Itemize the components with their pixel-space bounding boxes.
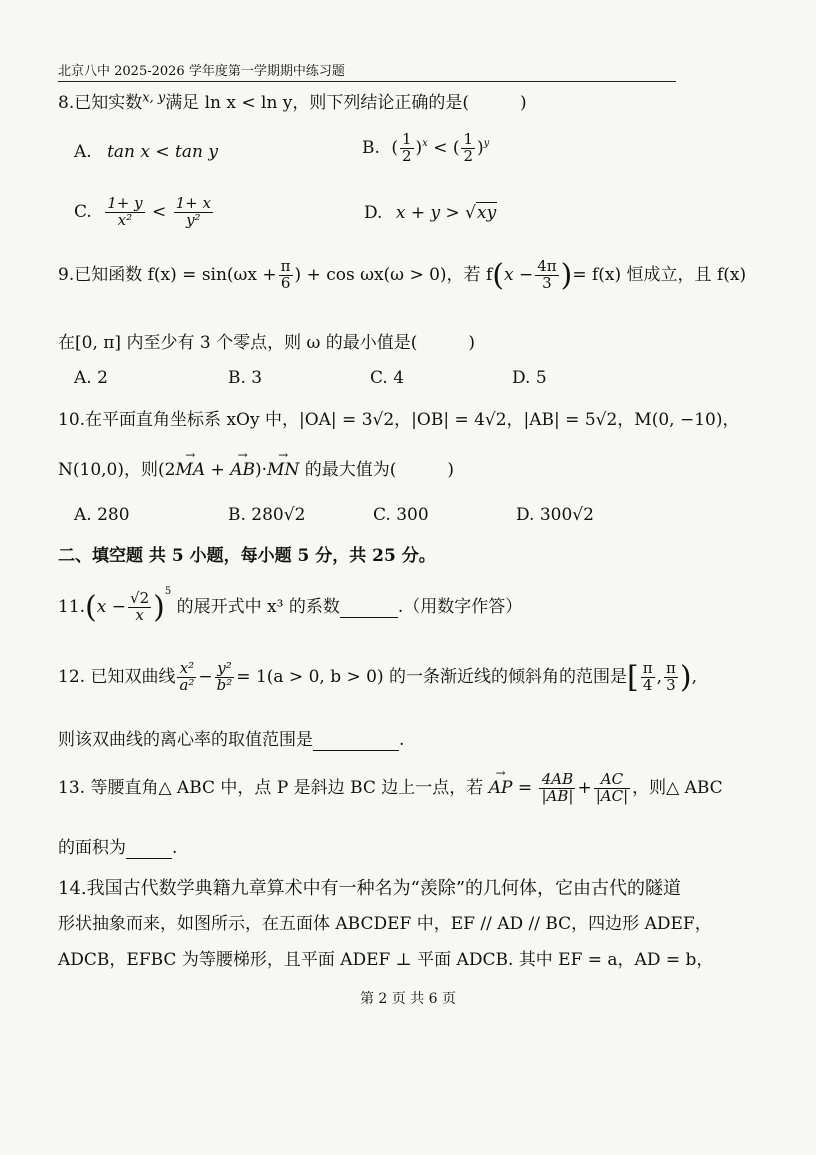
q14-line1: 14.我国古代数学典籍九章算术中有一种名为“羡除”的几何体，它由古代的隧道 xyxy=(58,878,682,899)
q8-c-frac2: $\frac{1+ x}{\text{y²}}$ xyxy=(175,194,211,229)
q9-option-c: C. 4 xyxy=(370,368,405,388)
q9-pi-over-6: $\frac{\pi}{6}$ xyxy=(280,257,291,292)
q10-vec-ma: → MA xyxy=(175,460,205,480)
q8-stem-a: 8.已知实数 xyxy=(58,93,143,113)
q12-line2: 则该双曲线的离心率的取值范围是 . xyxy=(58,730,405,750)
q10-vec-ab: → AB xyxy=(230,460,255,480)
q10-option-b: B. 280√2 xyxy=(228,505,306,525)
q8-b-frac2: $\frac{1}{2}$ xyxy=(463,130,474,165)
q12-mid: = 1(a > 0, b > 0) 的一条渐近线的倾斜角的范围是 xyxy=(236,667,627,687)
q8-vars: x, y xyxy=(142,90,166,106)
q9-line1: 9.已知函数 f(x) = sin(ωx + $\frac{\pi}{6}$ ) + cos ωx(ω > 0)，若 f(x − $\frac{4\pi}{3}$ )= f(x) 恒成立，且 f(x) xyxy=(58,257,747,293)
q10-line2-a: N(10,0)，则(2 xyxy=(58,460,176,480)
q11-frac: $\frac{√2}{x}$ xyxy=(130,589,150,624)
q11-power: 5 xyxy=(164,586,172,597)
q11-tail: .（用数字作答） xyxy=(397,597,523,617)
q8-c-label: C. xyxy=(74,201,92,222)
q11-text: 的展开式中 x³ 的系数 xyxy=(176,597,340,617)
q9-option-a: A. 2 xyxy=(74,368,108,388)
q8-b-frac1: $\frac{1}{2}$ xyxy=(401,130,412,165)
q13-text-a: 13. 等腰直角△ ABC 中，点 P 是斜边 BC 边上一点，若 xyxy=(58,777,484,798)
q13-text-b: ，则△ ABC xyxy=(632,777,723,798)
q8-option-d: D. x + y > √xy xyxy=(364,203,497,223)
q13-vec-ap: → AP xyxy=(489,778,513,798)
q10-line1: 10.在平面直角坐标系 xOy 中，|OA| = 3√2，|OB| = 4√2，|AB| = 5√2，M(0, −10)， xyxy=(58,410,740,430)
q13-line2: 的面积为 . xyxy=(58,838,178,858)
q14-line3: ADCB，EFBC 为等腰梯形，且平面 ADEF ⊥ 平面 ADCB. 其中 EF = a，AD = b， xyxy=(58,950,714,970)
q9-inner: x − xyxy=(503,265,534,285)
q10-vec-mn: → MN xyxy=(267,460,299,480)
q12-frac-x: $\frac{\text{x²}}{\text{a²}}$ xyxy=(179,659,195,694)
section-2-title: 二、填空题 共 5 小题，每小题 5 分，共 25 分。 xyxy=(58,546,436,566)
q9-line1-b: ) + cos ωx(ω > 0)，若 f xyxy=(294,265,493,285)
q8-b-exp1: x xyxy=(422,138,428,150)
q9-option-d: D. 5 xyxy=(512,368,547,388)
q8-option-c: C. $\frac{1+ y}{\text{x²}}$ < $\frac{1+ x}{\text{y²}}$ xyxy=(74,194,211,229)
q8-a-label: A. xyxy=(74,142,92,162)
q9-line2: 在[0, π] 内至少有 3 个零点，则 ω 的最小值是( ) xyxy=(58,333,476,353)
q11-number: 11. xyxy=(58,597,86,617)
q12-number: 12. 已知双曲线 xyxy=(58,667,176,687)
q11-x: x − xyxy=(96,597,127,617)
q8-c-frac1: $\frac{1+ y}{\text{x²}}$ xyxy=(107,194,143,229)
q12-line1: 12. 已知双曲线 $\frac{\text{x²}}{\text{a²}}$ − $\frac{\text{y²}}{\text{b²}}$ = 1(a > 0, b > 0) 的一条渐近线的倾斜角的范围是[ $\frac{\pi}{4}$ , $\frac{\pi}{3}$ ), xyxy=(58,659,697,695)
q10-option-d: D. 300√2 xyxy=(516,505,594,525)
q10-option-a: A. 280 xyxy=(74,505,130,525)
q8-option-a xyxy=(74,142,218,162)
q8-d-pre: x + y > xyxy=(395,203,460,223)
q12-pi-3: $\frac{\pi}{3}$ xyxy=(665,659,676,694)
q10-line2-b: 的最大值为( ) xyxy=(299,460,454,480)
q13-answer-blank xyxy=(126,838,172,859)
page-header: 北京八中 2025-2026 学年度第一学期期中练习题 xyxy=(58,60,676,82)
q12-pi-4: $\frac{\pi}{4}$ xyxy=(642,659,653,694)
q12-line2-text: 则该双曲线的离心率的取值范围是 xyxy=(58,730,313,750)
q11-answer-blank xyxy=(340,597,398,618)
q8-option-b: B. ( $\frac{1}{2}$ )$^x$ < ( $\frac{1}{2}$ )$^y$ xyxy=(362,130,490,165)
q8-stem xyxy=(58,88,527,113)
q11-line: 11.(x − $\frac{√2}{x}$ )$^5$ 的展开式中 x³ 的系数 .（用数字作答） xyxy=(58,586,523,625)
q9-line1-c: = f(x) 恒成立，且 f(x) xyxy=(572,265,747,285)
q9-4pi-over-3: $\frac{4\pi}{3}$ xyxy=(537,257,557,292)
q13-frac-ab: $\frac{4AB}{|AB|}$ xyxy=(541,770,574,805)
q12-answer-blank xyxy=(313,730,399,751)
q12-frac-y: $\frac{\text{y²}}{\text{b²}}$ xyxy=(216,659,233,694)
q8-b-exp2: y xyxy=(483,138,490,150)
q8-d-label: D. xyxy=(364,203,383,223)
q8-stem-b: 满足 ln x < ln y，则下列结论正确的是( ) xyxy=(165,93,527,113)
q9-option-b: B. 3 xyxy=(228,368,263,388)
q8-a-text: tan x < tan y xyxy=(107,142,218,162)
q10-line2: N(10,0)，则(2→ MA + → AB)·→ MN 的最大值为( ) xyxy=(58,455,454,480)
q14-line2: 形状抽象而来，如图所示，在五面体 ABCDEF 中，EF // AD // BC，四边形 ADEF， xyxy=(58,914,712,934)
q8-b-label: B. xyxy=(362,137,380,158)
page-footer: 第 2 页 共 6 页 xyxy=(359,991,457,1007)
q8-d-rad: xy xyxy=(477,203,497,223)
q13-line1: 13. 等腰直角△ ABC 中，点 P 是斜边 BC 边上一点，若 → AP = $\frac{4AB}{|AB|}$ + $\frac{AC}{|AC|}$ ，则△ ABC xyxy=(58,772,723,805)
q10-option-c: C. 300 xyxy=(373,505,429,525)
q9-line1-a: 9.已知函数 f(x) = sin(ωx + xyxy=(58,265,277,285)
q13-line2-text: 的面积为 xyxy=(58,838,126,858)
q13-frac-ac: $\frac{AC}{|AC|}$ xyxy=(595,770,629,805)
